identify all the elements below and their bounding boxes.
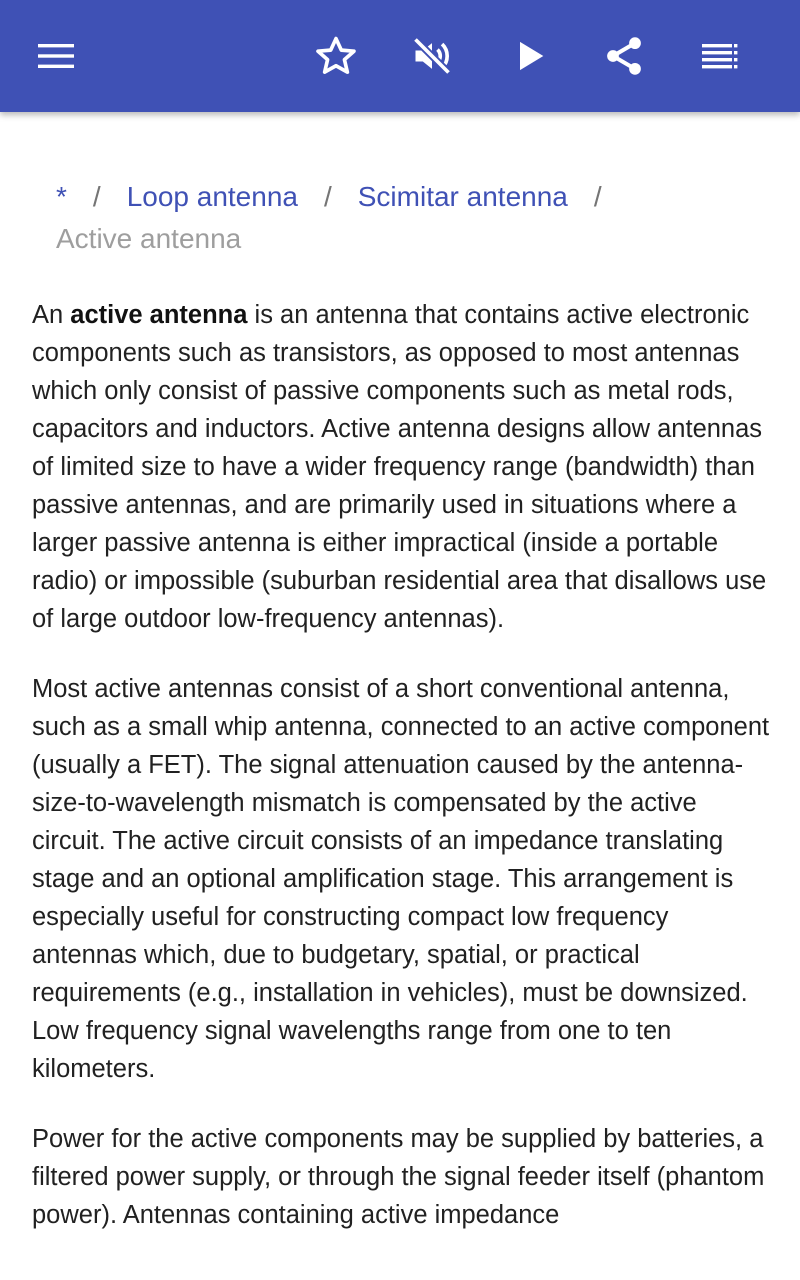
mute-button[interactable] [404, 28, 460, 84]
star-outline-icon [314, 34, 358, 78]
favorite-button[interactable] [308, 28, 364, 84]
breadcrumb-separator: / [92, 181, 101, 212]
play-button[interactable] [502, 28, 558, 84]
article-content [0, 112, 800, 1280]
article-paragraph: Power for the active components may be supplied by batteries, a filtered power supply, or through the signal feeder itself (phantom power). Antennas containing active impedance [32, 1125, 765, 1229]
list-icon [700, 36, 740, 76]
contents-button[interactable] [692, 28, 748, 84]
article-body [32, 296, 772, 1266]
article-paragraph [32, 296, 772, 638]
paragraph-text: is an antenna that contains active electronic components such as transistors, as opposed to most antennas which only consist of passive components such as metal rods, capacitors and inductors. Active antenna designs allow antennas of limited size to have a wider frequency range (bandwidth) than passive antennas, and are primarily used in situations where a larger passive antenna is either impractical (inside a portable radio) or impossible (suburban residential area that disallows use of large outdoor low-frequency antennas). [32, 301, 767, 633]
breadcrumb-home-link[interactable]: * [56, 181, 67, 212]
breadcrumb-separator: / [323, 181, 332, 212]
app-bar [0, 0, 800, 112]
menu-button[interactable] [28, 28, 84, 84]
paragraph-text: An [32, 301, 71, 329]
share-button[interactable] [596, 28, 652, 84]
breadcrumb-separator: / [593, 181, 602, 212]
article-paragraph: Most active antennas consist of a short conventional antenna, such as a small whip antenna, connected to an active component (usually a FET). The signal attenuation caused by the antenna-size-to-wavelength mismatch is compensated by the active circuit. The active circuit consists of an impedance translating stage and an optional amplification stage. This arrangement is especially useful for constructing compact low frequency antennas which, due to budgetary, spatial, or practical requirements (e.g., installation in vehicles), must be downsized. Low frequency signal wavelengths range from one to ten kilometers. [32, 675, 770, 1083]
breadcrumb [56, 176, 756, 260]
breadcrumb-current-page: Active antenna [56, 223, 242, 254]
breadcrumb-link-scimitar-antenna[interactable]: Scimitar antenna [357, 181, 568, 212]
article-term: active antenna [70, 301, 248, 329]
share-icon [602, 34, 646, 78]
hamburger-menu-icon [36, 36, 76, 76]
play-icon [510, 36, 550, 76]
breadcrumb-link-loop-antenna[interactable]: Loop antenna [126, 181, 298, 212]
volume-off-icon [410, 34, 454, 78]
